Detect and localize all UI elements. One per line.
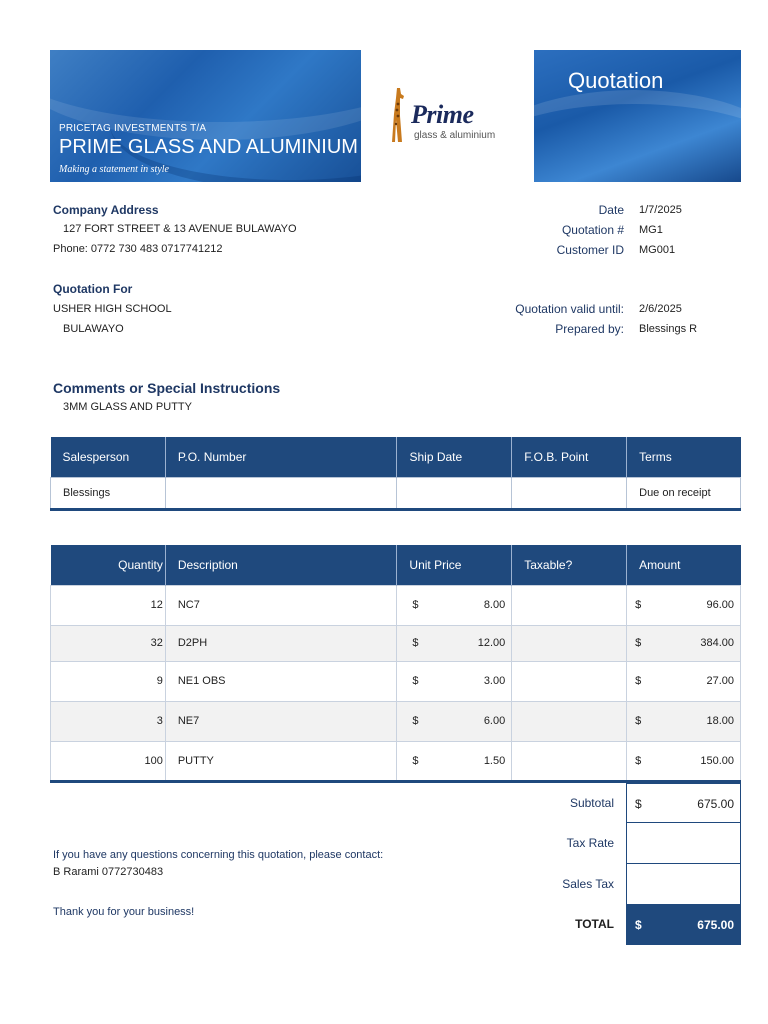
quantity-cell: 12 bbox=[51, 585, 166, 625]
description-cell: NE7 bbox=[165, 701, 397, 741]
salesperson-cell: Blessings bbox=[51, 477, 166, 509]
unit-price-value: 6.00 bbox=[483, 715, 506, 727]
comments-text: 3MM GLASS AND PUTTY bbox=[63, 401, 192, 413]
quantity-cell: 3 bbox=[51, 701, 166, 741]
amount-value: 18.00 bbox=[706, 715, 734, 727]
currency-symbol: $ bbox=[635, 675, 642, 687]
table-row bbox=[51, 741, 741, 781]
unit-price-cell bbox=[397, 741, 512, 781]
header-unit-price: Unit Price bbox=[397, 545, 512, 585]
sales-info-table bbox=[50, 437, 741, 511]
line-items-table bbox=[50, 545, 741, 783]
description-cell: NE1 OBS bbox=[165, 661, 397, 701]
header-taxable: Taxable? bbox=[512, 545, 627, 585]
quantity-cell: 100 bbox=[51, 741, 166, 781]
total-currency-symbol: $ bbox=[635, 918, 642, 932]
company-tagline: Making a statement in style bbox=[59, 164, 169, 175]
tax-rate-cell bbox=[626, 823, 741, 864]
table-row bbox=[51, 661, 741, 701]
unit-price-value: 8.00 bbox=[483, 599, 506, 611]
taxable-cell bbox=[512, 585, 627, 625]
unit-price-value: 1.50 bbox=[483, 754, 506, 767]
header-salesperson: Salesperson bbox=[51, 437, 166, 477]
customer-city: BULAWAYO bbox=[63, 323, 124, 335]
date-label: Date bbox=[598, 203, 624, 217]
unit-price-cell bbox=[397, 585, 512, 625]
amount-value: 150.00 bbox=[700, 754, 734, 767]
sales-tax-label: Sales Tax bbox=[562, 877, 614, 891]
logo-brand: Prime bbox=[411, 100, 474, 129]
comments-label: Comments or Special Instructions bbox=[53, 380, 281, 396]
header-ship-date: Ship Date bbox=[397, 437, 512, 477]
description-cell: PUTTY bbox=[165, 741, 397, 781]
currency-symbol: $ bbox=[635, 797, 642, 811]
quotation-for-label: Quotation For bbox=[53, 282, 133, 296]
terms-cell: Due on receipt bbox=[627, 477, 741, 509]
date-value: 1/7/2025 bbox=[639, 204, 682, 216]
amount-value: 96.00 bbox=[706, 599, 734, 611]
tax-rate-label: Tax Rate bbox=[566, 836, 614, 850]
subtotal-label: Subtotal bbox=[569, 796, 614, 810]
taxable-cell bbox=[512, 625, 627, 661]
taxable-cell bbox=[512, 701, 627, 741]
table-row bbox=[51, 585, 741, 625]
company-address-label: Company Address bbox=[53, 203, 159, 217]
company-address: 127 FORT STREET & 13 AVENUE BULAWAYO bbox=[63, 223, 297, 235]
header-amount: Amount bbox=[627, 545, 741, 585]
document-title: Quotation bbox=[568, 68, 664, 93]
amount-cell bbox=[627, 741, 741, 781]
quotation-number: MG1 bbox=[639, 224, 663, 236]
customer-id-label: Customer ID bbox=[556, 243, 624, 257]
currency-symbol: $ bbox=[635, 637, 642, 649]
valid-until: 2/6/2025 bbox=[639, 303, 682, 315]
amount-value: 384.00 bbox=[700, 637, 734, 649]
company-pretitle: PRICETAG INVESTMENTS T/A bbox=[59, 123, 207, 134]
giraffe-logo-icon bbox=[388, 86, 410, 144]
ship-date-cell bbox=[397, 477, 512, 509]
contact-line: If you have any questions concerning this quotation, please contact: bbox=[53, 849, 384, 861]
amount-cell bbox=[627, 701, 741, 741]
thank-you-note: Thank you for your business! bbox=[53, 906, 195, 918]
total-value: 675.00 bbox=[697, 918, 734, 932]
description-cell: NC7 bbox=[165, 585, 397, 625]
currency-symbol: $ bbox=[412, 754, 419, 767]
customer-name: USHER HIGH SCHOOL bbox=[53, 303, 172, 315]
company-phone: Phone: 0772 730 483 0717741212 bbox=[53, 243, 223, 255]
currency-symbol: $ bbox=[412, 675, 419, 687]
subtotal-cell bbox=[626, 783, 741, 823]
header-po-number: P.O. Number bbox=[165, 437, 397, 477]
currency-symbol: $ bbox=[635, 754, 642, 767]
table-row bbox=[51, 701, 741, 741]
amount-cell bbox=[627, 625, 741, 661]
contact-person: B Rarami 0772730483 bbox=[53, 866, 164, 878]
logo-subtitle: glass & aluminium bbox=[414, 130, 496, 141]
description-cell: D2PH bbox=[165, 625, 397, 661]
fob-point-cell bbox=[512, 477, 627, 509]
table-row bbox=[51, 625, 741, 661]
header-description: Description bbox=[165, 545, 397, 585]
amount-cell bbox=[627, 661, 741, 701]
currency-symbol: $ bbox=[635, 599, 642, 611]
valid-until-label: Quotation valid until: bbox=[515, 302, 624, 316]
po-number-cell bbox=[165, 477, 397, 509]
header-fob-point: F.O.B. Point bbox=[512, 437, 627, 477]
subtotal-value: 675.00 bbox=[697, 797, 734, 811]
unit-price-cell bbox=[397, 625, 512, 661]
prepared-by: Blessings R bbox=[639, 323, 698, 335]
prepared-by-label: Prepared by: bbox=[555, 322, 624, 336]
sales-tax-cell bbox=[626, 864, 741, 905]
quotation-banner bbox=[534, 50, 741, 182]
currency-symbol: $ bbox=[412, 599, 419, 611]
unit-price-value: 3.00 bbox=[483, 675, 506, 687]
header-quantity: Quantity bbox=[51, 545, 166, 585]
unit-price-value: 12.00 bbox=[477, 637, 506, 649]
unit-price-cell bbox=[397, 661, 512, 701]
total-label: TOTAL bbox=[575, 917, 614, 931]
currency-symbol: $ bbox=[412, 637, 419, 649]
currency-symbol: $ bbox=[635, 715, 642, 727]
quantity-cell: 9 bbox=[51, 661, 166, 701]
company-name: PRIME GLASS AND ALUMINIUM bbox=[59, 136, 358, 158]
taxable-cell bbox=[512, 741, 627, 781]
unit-price-cell bbox=[397, 701, 512, 741]
table-row bbox=[51, 477, 741, 509]
currency-symbol: $ bbox=[412, 715, 419, 727]
quotation-number-label: Quotation # bbox=[561, 223, 624, 237]
company-banner bbox=[50, 50, 361, 182]
prime-logo bbox=[388, 86, 513, 148]
quantity-cell: 32 bbox=[51, 625, 166, 661]
header-terms: Terms bbox=[627, 437, 741, 477]
amount-cell bbox=[627, 585, 741, 625]
amount-value: 27.00 bbox=[706, 675, 734, 687]
total-cell bbox=[626, 905, 741, 945]
customer-id: MG001 bbox=[639, 244, 676, 256]
taxable-cell bbox=[512, 661, 627, 701]
